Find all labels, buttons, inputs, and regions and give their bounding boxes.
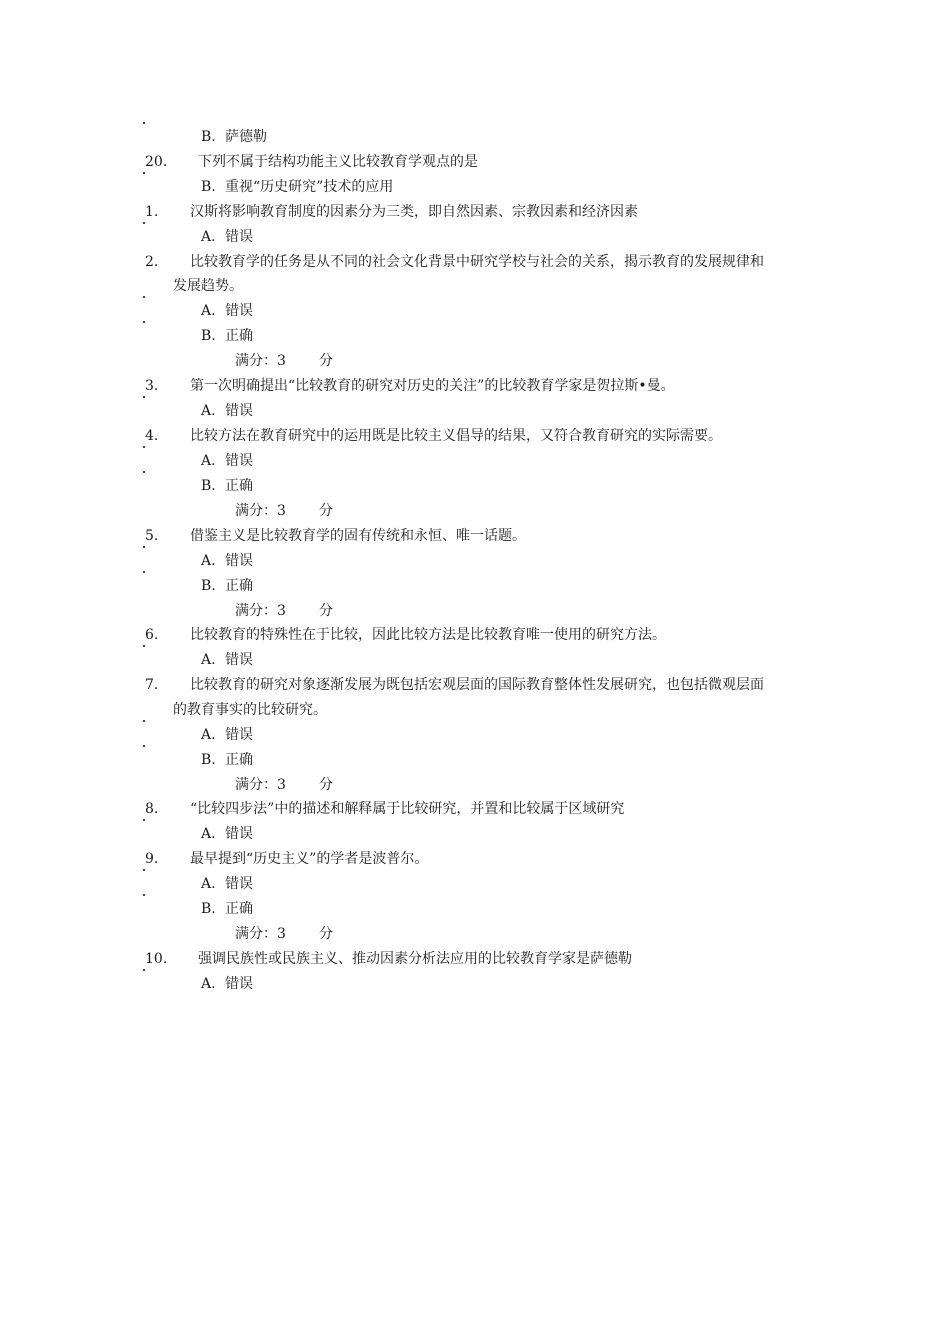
option-text: 错误: [225, 403, 253, 419]
question-number: 9.: [145, 851, 159, 867]
question-number: 3.: [145, 378, 159, 394]
question-text: 比较教育的研究对象逐渐发展为既包括宏观层面的国际教育整体性发展研究，也包括微观层面: [190, 677, 764, 693]
option-text: 重视“历史研究”技术的应用: [225, 179, 394, 195]
question-text: 第一次明确提出“比较教育的研究对历史的关注”的比较教育学家是贺拉斯•曼。: [190, 378, 675, 394]
question-text: 强调民族性或民族主义、推动因素分析法应用的比较教育学家是萨德勒: [198, 951, 632, 967]
bullet-dot: [143, 122, 145, 124]
bullet-dot: [143, 969, 145, 971]
option-label: B.: [201, 752, 216, 768]
score-unit: 分: [319, 353, 333, 369]
option-text: 错误: [225, 652, 253, 668]
bullet-dot: [143, 222, 145, 224]
question-text: 汉斯将影响教育制度的因素分为三类，即自然因素、宗教因素和经济因素: [190, 204, 638, 220]
option-text: 错误: [225, 553, 253, 569]
option-label: A.: [201, 976, 216, 992]
question-text-continued: 发展趋势。: [173, 278, 243, 294]
score-label: 满分：3: [235, 926, 286, 942]
bullet-dot: [143, 471, 145, 473]
bullet-dot: [143, 172, 145, 174]
option-text: 错误: [225, 229, 253, 245]
option-label: B.: [201, 328, 216, 344]
question-number: 4.: [145, 428, 159, 444]
option-label: B.: [201, 179, 216, 195]
option-text: 错误: [225, 876, 253, 892]
question-number: 7.: [145, 677, 159, 693]
score-label: 满分：3: [235, 603, 286, 619]
option-text: 错误: [225, 976, 253, 992]
question-text: 比较教育的特殊性在于比较，因此比较方法是比较教育唯一使用的研究方法。: [190, 627, 666, 643]
question-text: “比较四步法”中的描述和解释属于比较研究，并置和比较属于区域研究: [190, 801, 625, 817]
question-number: 10.: [145, 951, 168, 967]
option-label: B.: [201, 578, 216, 594]
option-label: A.: [201, 652, 216, 668]
question-number: 20.: [145, 154, 168, 170]
score-unit: 分: [319, 777, 333, 793]
option-text: 正确: [225, 578, 253, 594]
bullet-dot: [143, 869, 145, 871]
bullet-dot: [143, 745, 145, 747]
bullet-dot: [143, 819, 145, 821]
option-text: 正确: [225, 901, 253, 917]
option-label: A.: [201, 303, 216, 319]
option-label: B.: [201, 478, 216, 494]
score-label: 满分：3: [235, 777, 286, 793]
question-text: 比较方法在教育研究中的运用既是比较主义倡导的结果，又符合教育研究的实际需要。: [190, 428, 722, 444]
question-text: 比较教育学的任务是从不同的社会文化背景中研究学校与社会的关系，揭示教育的发展规律和: [190, 254, 764, 270]
option-text: 正确: [225, 478, 253, 494]
question-text-continued: 的教育事实的比较研究。: [173, 702, 327, 718]
bullet-dot: [143, 546, 145, 548]
option-label: A.: [201, 727, 216, 743]
option-text: 错误: [225, 453, 253, 469]
option-label: A.: [201, 876, 216, 892]
bullet-dot: [143, 296, 145, 298]
question-number: 6.: [145, 627, 159, 643]
question-text: 最早提到“历史主义”的学者是波普尔。: [190, 851, 429, 867]
option-label: A.: [201, 453, 216, 469]
option-label: A.: [201, 553, 216, 569]
option-text: 萨德勒: [225, 129, 267, 145]
option-text: 错误: [225, 826, 253, 842]
bullet-dot: [143, 396, 145, 398]
bullet-dot: [143, 571, 145, 573]
score-label: 满分：3: [235, 353, 286, 369]
score-unit: 分: [319, 503, 333, 519]
option-text: 错误: [225, 303, 253, 319]
option-label: B.: [201, 901, 216, 917]
score-label: 满分：3: [235, 503, 286, 519]
option-text: 错误: [225, 727, 253, 743]
question-number: 8.: [145, 801, 159, 817]
question-text: 借鉴主义是比较教育学的固有传统和永恒、唯一话题。: [190, 528, 526, 544]
option-text: 正确: [225, 752, 253, 768]
bullet-dot: [143, 894, 145, 896]
option-label: A.: [201, 403, 216, 419]
question-text: 下列不属于结构功能主义比较教育学观点的是: [198, 154, 478, 170]
bullet-dot: [143, 645, 145, 647]
bullet-dot: [143, 446, 145, 448]
option-label: B.: [201, 129, 216, 145]
score-unit: 分: [319, 926, 333, 942]
bullet-dot: [143, 720, 145, 722]
option-text: 正确: [225, 328, 253, 344]
option-label: A.: [201, 229, 216, 245]
question-number: 1.: [145, 204, 159, 220]
question-number: 2.: [145, 254, 159, 270]
score-unit: 分: [319, 603, 333, 619]
bullet-dot: [143, 321, 145, 323]
option-label: A.: [201, 826, 216, 842]
question-number: 5.: [145, 528, 159, 544]
